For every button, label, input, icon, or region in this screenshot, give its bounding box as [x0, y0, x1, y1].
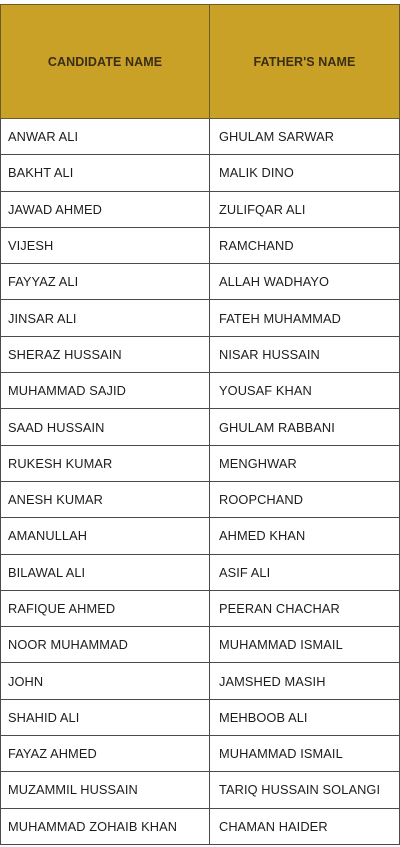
- fathers-name-cell: AHMED KHAN: [210, 518, 400, 554]
- candidate-name-cell: AMANULLAH: [1, 518, 210, 554]
- header-row: [1, 5, 400, 119]
- candidate-name-cell: MUHAMMAD SAJID: [1, 373, 210, 409]
- fathers-name-cell: NISAR HUSSAIN: [210, 336, 400, 372]
- fathers-name-cell: ROOPCHAND: [210, 481, 400, 517]
- fathers-name-cell: GHULAM SARWAR: [210, 119, 400, 155]
- fathers-name-cell: ALLAH WADHAYO: [210, 264, 400, 300]
- fathers-name-cell: RAMCHAND: [210, 227, 400, 263]
- table-row: [1, 590, 400, 626]
- table-row: [1, 699, 400, 735]
- candidate-name-cell: RUKESH KUMAR: [1, 445, 210, 481]
- candidate-name-cell: MUZAMMIL HUSSAIN: [1, 772, 210, 808]
- fathers-name-cell: TARIQ HUSSAIN SOLANGI: [210, 772, 400, 808]
- candidate-name-header: CANDIDATE NAME: [1, 5, 210, 119]
- table-row: [1, 336, 400, 372]
- candidate-name-cell: SHAHID ALI: [1, 699, 210, 735]
- table-body: [1, 119, 400, 845]
- table-row: [1, 481, 400, 517]
- table-row: [1, 808, 400, 844]
- candidate-name-cell: BILAWAL ALI: [1, 554, 210, 590]
- table-row: [1, 736, 400, 772]
- fathers-name-cell: FATEH MUHAMMAD: [210, 300, 400, 336]
- table-row: [1, 155, 400, 191]
- fathers-name-header: FATHER'S NAME: [210, 5, 400, 119]
- candidate-name-cell: ANESH KUMAR: [1, 481, 210, 517]
- candidate-name-cell: BAKHT ALI: [1, 155, 210, 191]
- candidate-name-cell: JAWAD AHMED: [1, 191, 210, 227]
- table-row: [1, 227, 400, 263]
- fathers-name-cell: MEHBOOB ALI: [210, 699, 400, 735]
- fathers-name-cell: ASIF ALI: [210, 554, 400, 590]
- candidate-name-cell: NOOR MUHAMMAD: [1, 627, 210, 663]
- table-row: [1, 663, 400, 699]
- candidate-name-cell: SAAD HUSSAIN: [1, 409, 210, 445]
- fathers-name-cell: ZULIFQAR ALI: [210, 191, 400, 227]
- table-row: [1, 554, 400, 590]
- candidate-table: [0, 4, 400, 845]
- fathers-name-cell: GHULAM RABBANI: [210, 409, 400, 445]
- fathers-name-cell: CHAMAN HAIDER: [210, 808, 400, 844]
- fathers-name-cell: MUHAMMAD ISMAIL: [210, 736, 400, 772]
- fathers-name-cell: YOUSAF KHAN: [210, 373, 400, 409]
- table-row: [1, 191, 400, 227]
- table-row: [1, 264, 400, 300]
- fathers-name-cell: MENGHWAR: [210, 445, 400, 481]
- table-row: [1, 300, 400, 336]
- fathers-name-cell: MALIK DINO: [210, 155, 400, 191]
- candidate-name-cell: JINSAR ALI: [1, 300, 210, 336]
- fathers-name-cell: JAMSHED MASIH: [210, 663, 400, 699]
- table-row: [1, 627, 400, 663]
- table-header: [1, 5, 400, 119]
- candidate-name-cell: JOHN: [1, 663, 210, 699]
- table-row: [1, 373, 400, 409]
- fathers-name-cell: MUHAMMAD ISMAIL: [210, 627, 400, 663]
- candidate-name-cell: RAFIQUE AHMED: [1, 590, 210, 626]
- candidate-name-cell: MUHAMMAD ZOHAIB KHAN: [1, 808, 210, 844]
- candidate-name-cell: FAYAZ AHMED: [1, 736, 210, 772]
- candidate-name-cell: SHERAZ HUSSAIN: [1, 336, 210, 372]
- table-row: [1, 518, 400, 554]
- candidate-name-cell: ANWAR ALI: [1, 119, 210, 155]
- candidate-name-cell: VIJESH: [1, 227, 210, 263]
- table-row: [1, 772, 400, 808]
- table-row: [1, 119, 400, 155]
- table-row: [1, 445, 400, 481]
- candidate-name-cell: FAYYAZ ALI: [1, 264, 210, 300]
- fathers-name-cell: PEERAN CHACHAR: [210, 590, 400, 626]
- table-row: [1, 409, 400, 445]
